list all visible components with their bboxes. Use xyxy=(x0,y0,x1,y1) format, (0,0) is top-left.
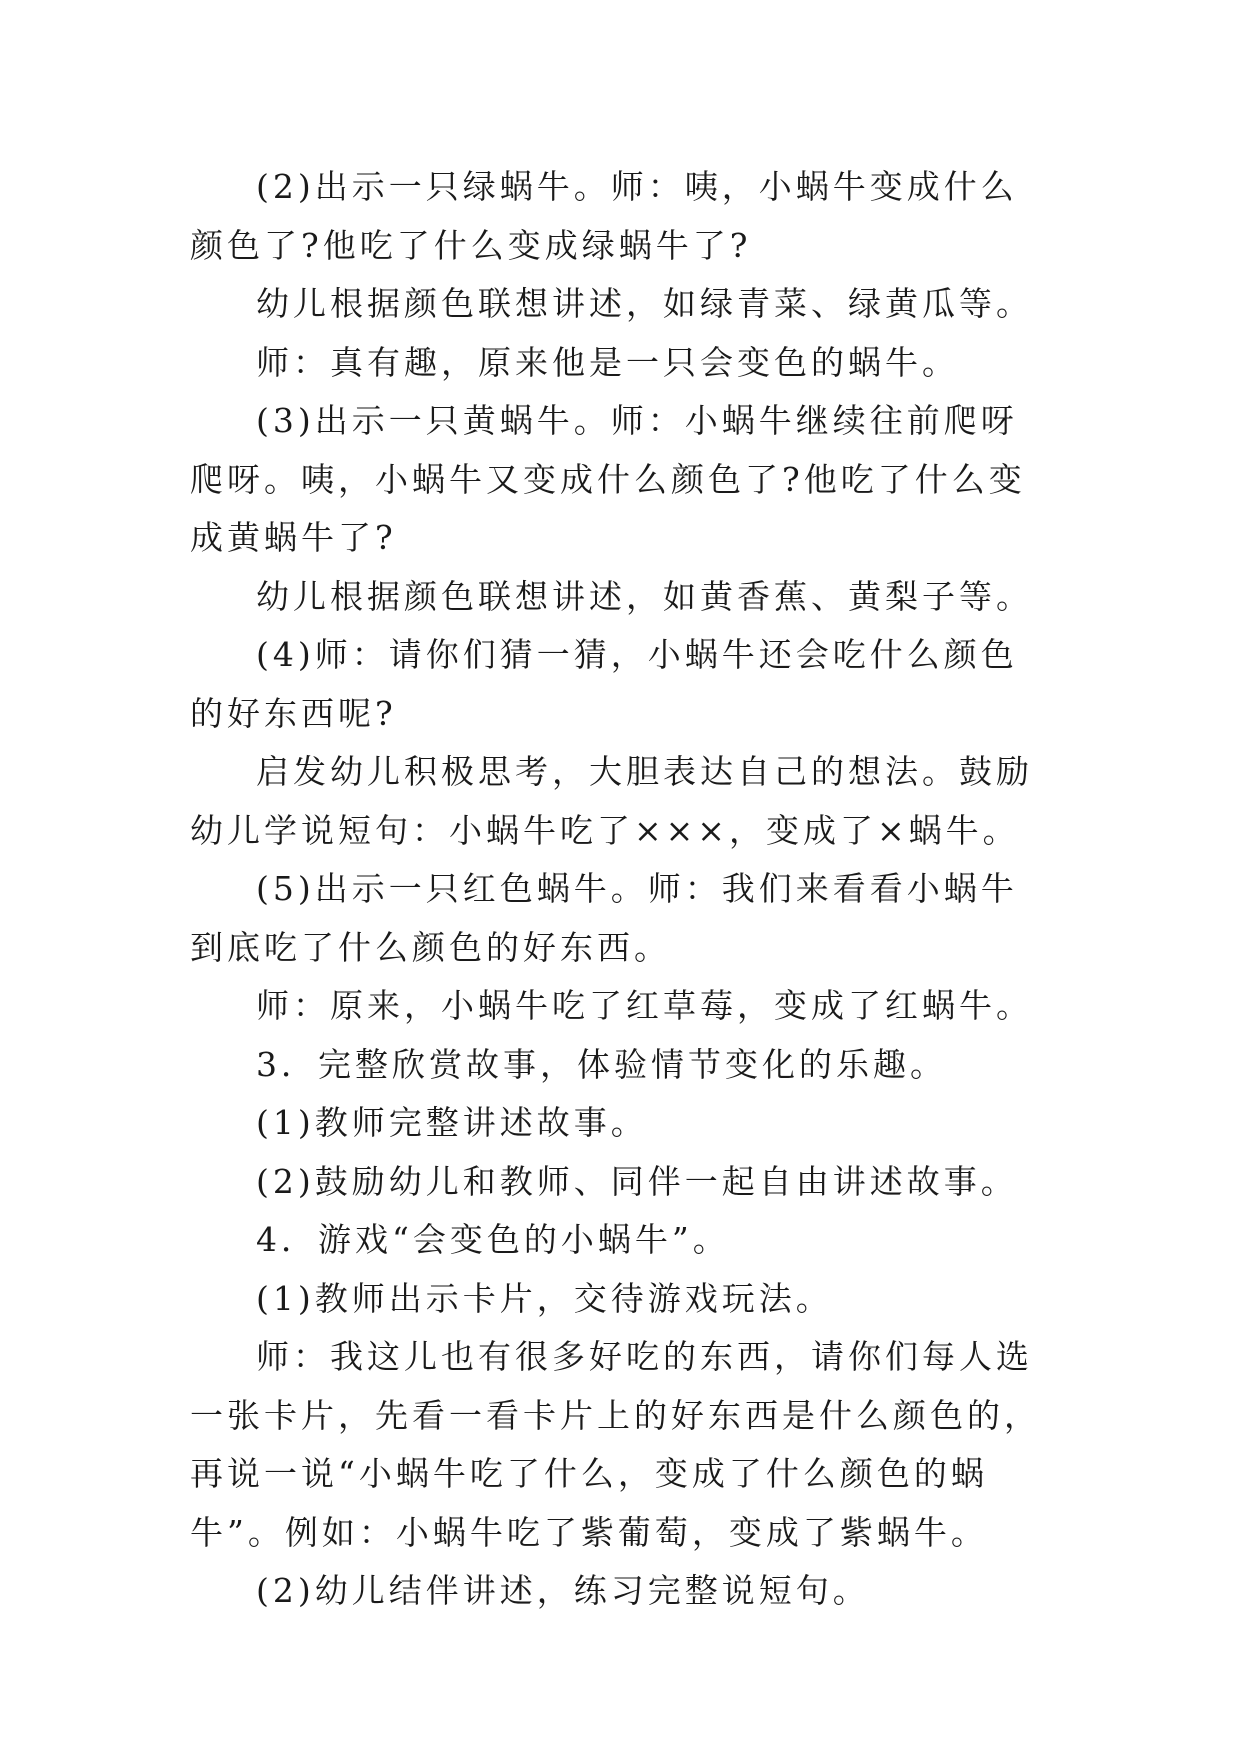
paragraph: 幼儿根据颜色联想讲述，如黄香蕉、黄梨子等。 xyxy=(256,576,1033,616)
paragraph: (3)出示一只黄蜗牛。师：小蜗牛继续往前爬呀爬呀。咦，小蜗牛又变成什么颜色了?他吃了什么变成黄蜗牛了? xyxy=(190,401,1026,557)
paragraph: 师：真有趣，原来他是一只会变色的蜗牛。 xyxy=(256,342,959,382)
paragraph: 师：原来，小蜗牛吃了红草莓，变成了红蜗牛。 xyxy=(256,986,1033,1025)
paragraph: (2)幼儿结伴讲述，练习完整说短句。 xyxy=(256,1571,870,1610)
paragraph: (2)出示一只绿蜗牛。师：咦，小蜗牛变成什么颜色了?他吃了什么变成绿蜗牛了? xyxy=(190,167,1018,265)
paragraph: (1)教师出示卡片，交待游戏玩法。 xyxy=(256,1278,833,1318)
document-body xyxy=(190,158,1050,1621)
paragraph: 3．完整欣赏故事，体验情节变化的乐趣。 xyxy=(256,1044,947,1084)
paragraph: (5)出示一只红色蜗牛。师：我们来看看小蜗牛到底吃了什么颜色的好东西。 xyxy=(190,869,1018,967)
paragraph: (4)师：请你们猜一猜，小蜗牛还会吃什么颜色的好东西呢? xyxy=(190,635,1018,733)
paragraph: (1)教师完整讲述故事。 xyxy=(256,1103,648,1142)
paragraph: 幼儿根据颜色联想讲述，如绿青菜、绿黄瓜等。 xyxy=(256,284,1033,323)
paragraph: (2)鼓励幼儿和教师、同伴一起自由讲述故事。 xyxy=(256,1161,1018,1201)
paragraph: 4．游戏“会变色的小蜗牛”。 xyxy=(256,1220,730,1259)
paragraph: 师：我这儿也有很多好吃的东西，请你们每人选一张卡片，先看一看卡片上的好东西是什么颜色的，再说一说“小蜗牛吃了什么，变成了什么颜色的蜗牛”。例如：小蜗牛吃了紫葡萄，变成了紫蜗牛。 xyxy=(190,1337,1041,1552)
paragraph: 启发幼儿积极思考，大胆表达自己的想法。鼓励幼儿学说短句：小蜗牛吃了×××，变成了×蜗牛。 xyxy=(190,752,1033,850)
